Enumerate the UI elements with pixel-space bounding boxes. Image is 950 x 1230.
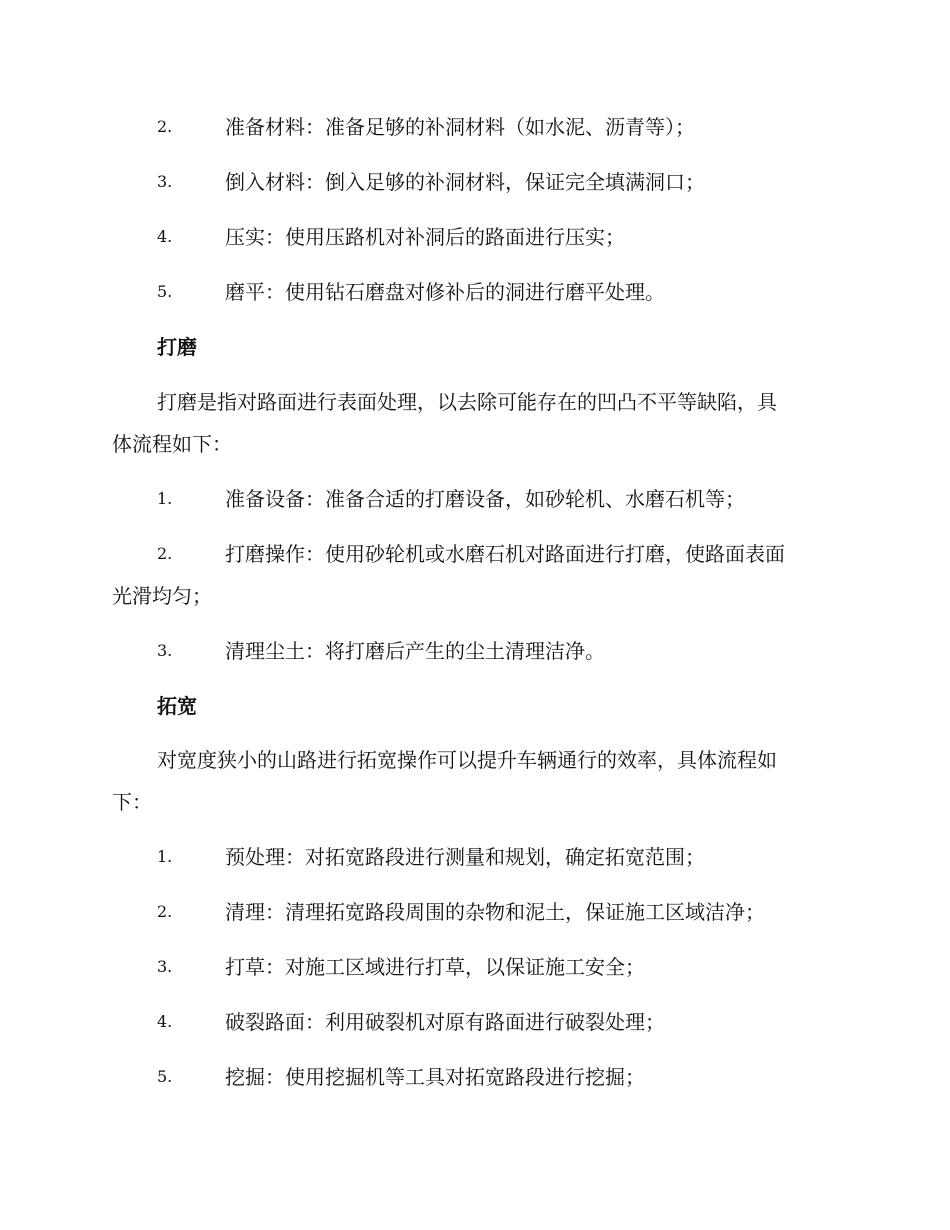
list-item-number: 5. — [157, 282, 173, 301]
list-item-text: 打磨操作：使用砂轮机或水磨石机对路面进行打磨，使路面表面 — [225, 542, 785, 566]
paragraph-line: 体流程如下： — [112, 432, 232, 456]
list-item-text: 破裂路面：利用破裂机对原有路面进行破裂处理； — [225, 1010, 665, 1034]
list-item-text: 清理：清理拓宽路段周围的杂物和泥土，保证施工区域洁净； — [225, 900, 765, 924]
list-item-text: 打草：对施工区域进行打草，以保证施工安全； — [225, 955, 645, 979]
list-item-number: 1. — [157, 847, 173, 866]
list-item-text: 准备设备：准备合适的打磨设备，如砂轮机、水磨石机等； — [225, 487, 745, 511]
list-item-number: 2. — [157, 117, 173, 136]
list-item-text: 准备材料：准备足够的补洞材料（如水泥、沥青等）； — [225, 115, 695, 139]
list-item-number: 4. — [157, 227, 173, 246]
list-item-text: 压实：使用压路机对补洞后的路面进行压实； — [225, 225, 625, 249]
list-item-text: 预处理：对拓宽路段进行测量和规划，确定拓宽范围； — [225, 845, 705, 869]
section-heading: 拓宽 — [157, 694, 197, 718]
paragraph-line: 下： — [112, 790, 152, 814]
list-item-text: 磨平：使用钻石磨盘对修补后的洞进行磨平处理。 — [225, 280, 665, 304]
section-heading: 打磨 — [157, 335, 197, 359]
list-item-text: 清理尘土：将打磨后产生的尘土清理洁净。 — [225, 639, 605, 663]
list-item-number: 5. — [157, 1067, 173, 1086]
list-item-number: 2. — [157, 902, 173, 921]
list-item-continuation: 光滑均匀； — [112, 584, 212, 608]
paragraph-line: 对宽度狭小的山路进行拓宽操作可以提升车辆通行的效率，具体流程如 — [157, 748, 777, 772]
list-item-number: 3. — [157, 957, 173, 976]
paragraph-line: 打磨是指对路面进行表面处理，以去除可能存在的凹凸不平等缺陷，具 — [157, 390, 777, 414]
list-item-number: 3. — [157, 172, 173, 191]
list-item-number: 1. — [157, 489, 173, 508]
list-item-number: 4. — [157, 1012, 173, 1031]
list-item-text: 倒入材料：倒入足够的补洞材料，保证完全填满洞口； — [225, 170, 705, 194]
list-item-number: 2. — [157, 544, 173, 563]
list-item-text: 挖掘：使用挖掘机等工具对拓宽路段进行挖掘； — [225, 1065, 645, 1089]
list-item-number: 3. — [157, 641, 173, 660]
